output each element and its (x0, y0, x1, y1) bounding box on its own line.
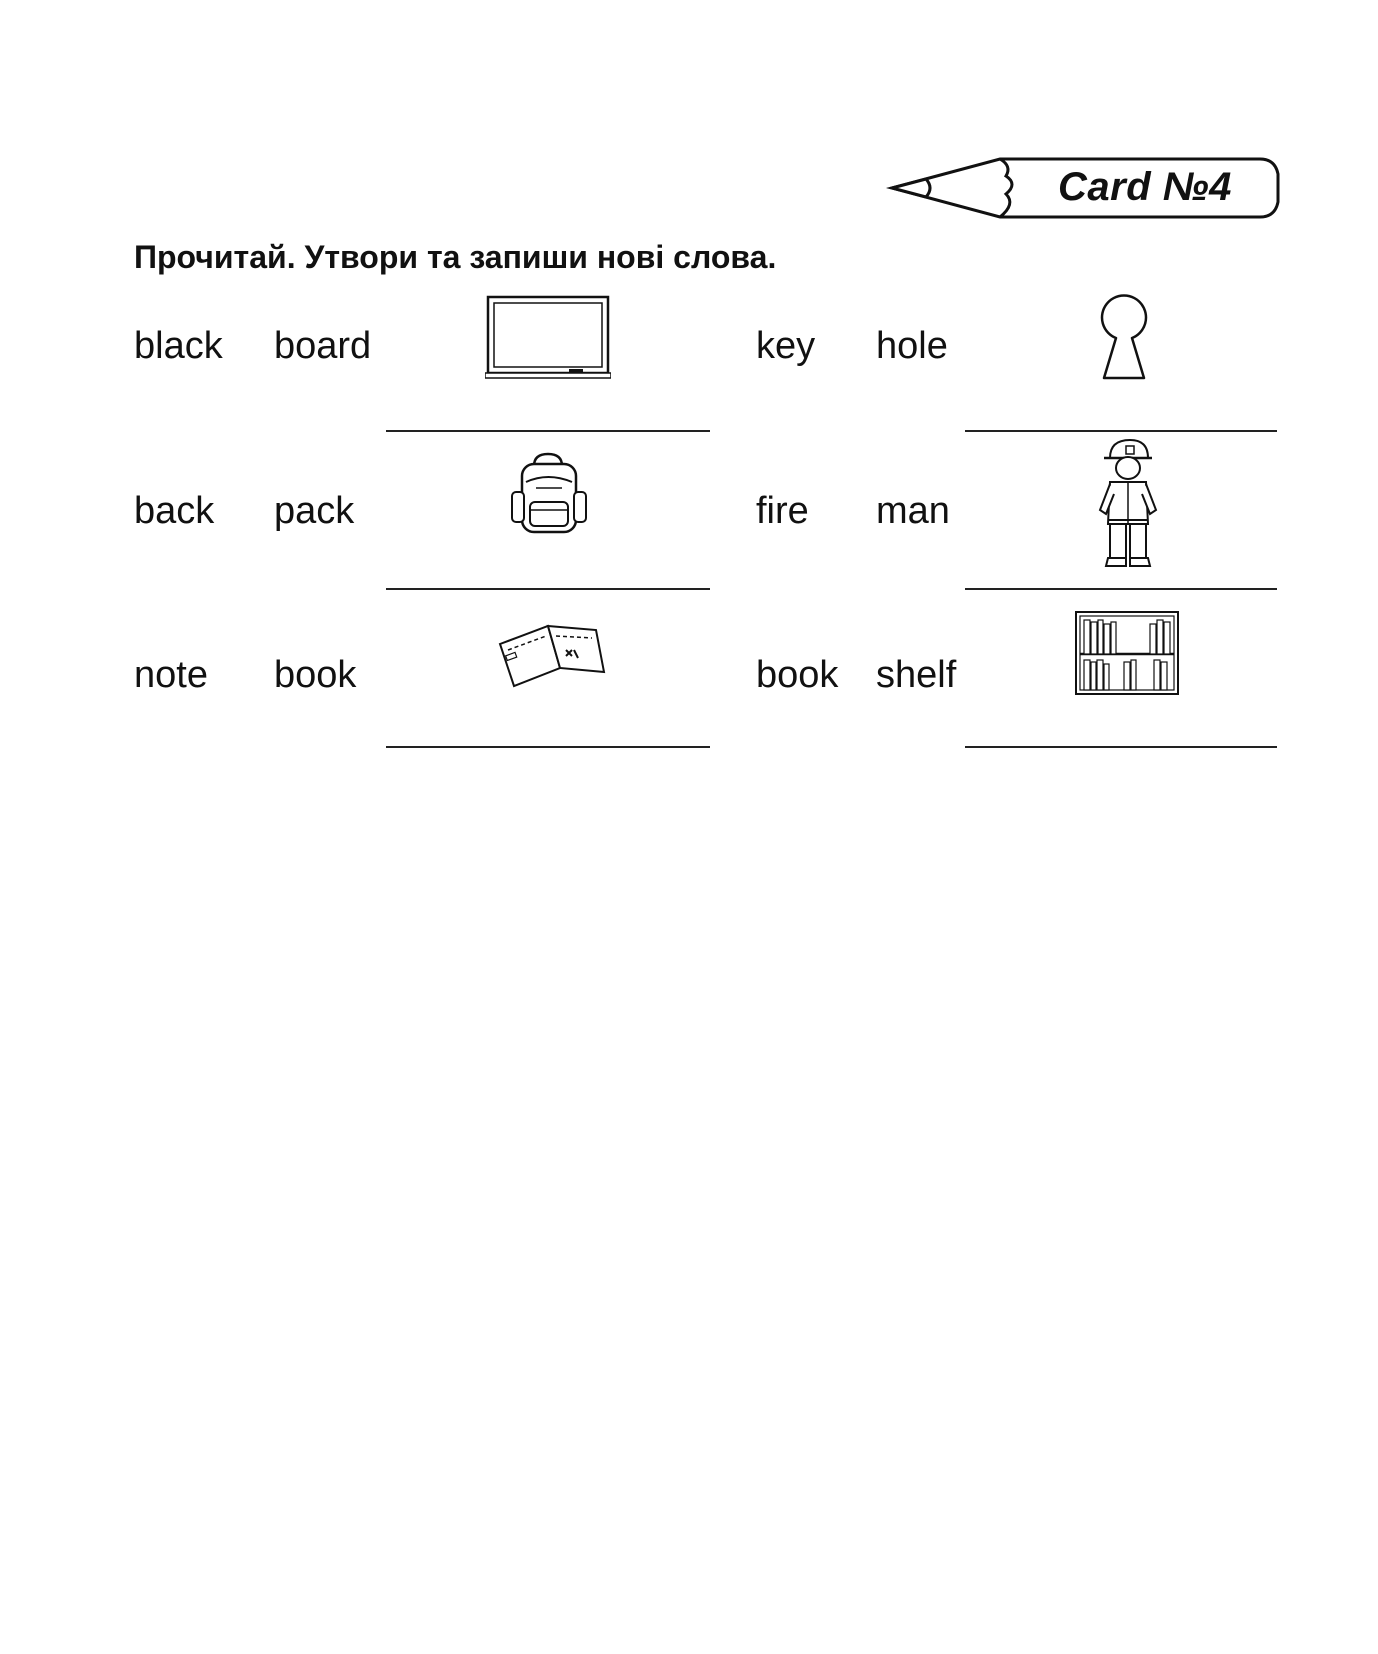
blackboard-icon (485, 294, 611, 380)
answer-line-backpack[interactable] (386, 588, 710, 590)
word-hole: hole (876, 325, 948, 367)
answer-line-fireman[interactable] (965, 588, 1277, 590)
word-back: back (134, 490, 215, 532)
word-fire: fire (756, 490, 809, 532)
answer-line-bookshelf[interactable] (965, 746, 1277, 748)
word-note: note (134, 654, 208, 696)
word-black: black (134, 325, 223, 367)
word-man: man (876, 490, 950, 532)
instruction-text: Прочитай. Утвори та запиши нові слова. (134, 239, 777, 275)
word-pack: pack (274, 490, 355, 532)
word-key: key (756, 325, 816, 367)
word-book: book (274, 654, 357, 696)
card-number-label: Card №4 (1058, 165, 1232, 209)
word-shelf: shelf (876, 654, 957, 696)
answer-line-notebook[interactable] (386, 746, 710, 748)
bookshelf-icon (1074, 610, 1180, 696)
word-book-right: book (756, 654, 839, 696)
word-board: board (274, 325, 372, 367)
notebook-icon (496, 620, 606, 690)
keyhole-icon (1100, 294, 1148, 380)
fireman-icon (1096, 436, 1160, 568)
backpack-icon (508, 452, 588, 536)
answer-line-keyhole[interactable] (965, 430, 1277, 432)
answer-line-blackboard[interactable] (386, 430, 710, 432)
